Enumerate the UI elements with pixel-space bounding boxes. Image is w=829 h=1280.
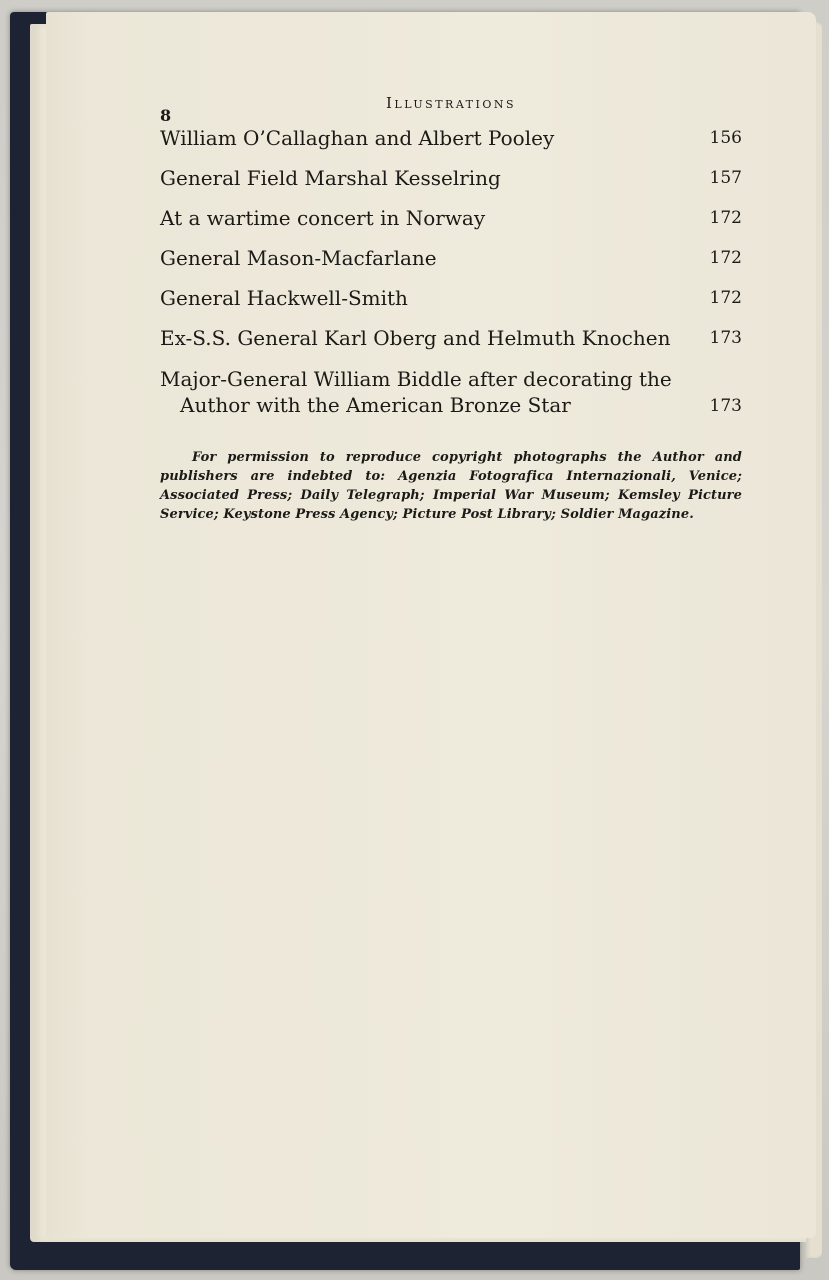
entry-title: General Mason-Macfarlane (160, 246, 437, 270)
list-item (160, 326, 742, 350)
page-content (160, 90, 742, 537)
entry-page: 157 (709, 168, 742, 188)
entry-title: William O’Callaghan and Albert Pooley (160, 126, 555, 150)
entry-page: 173 (709, 396, 742, 416)
entry-title: General Hackwell-Smith (160, 286, 408, 310)
entry-page: 172 (709, 208, 742, 228)
list-item (160, 246, 742, 270)
entry-page: 172 (709, 248, 742, 268)
list-item (160, 286, 742, 310)
entry-title-line-2: Author with the American Bronze Star (180, 393, 571, 417)
list-item (160, 126, 742, 150)
page-header (160, 90, 742, 125)
page-number: 8 (160, 106, 172, 125)
list-item (160, 366, 742, 418)
entry-title: Ex-S.S. General Karl Oberg and Helmuth Knochen (160, 326, 671, 350)
list-item (160, 206, 742, 230)
running-head: Illustrations (385, 94, 517, 112)
illustrations-list (160, 126, 742, 418)
list-item (160, 166, 742, 190)
entry-page: 156 (709, 128, 742, 148)
entry-page: 173 (709, 328, 742, 348)
photo-credits: For permission to reproduce copyright photographs the Author and publishers are indebted to: Agenzia Fotografica Internazionali, Venice; Associated Press; Daily Telegraph; Imperial War Museum; Kemsley Picture Service; Keystone Press Agency; Picture Post Library; Soldier Magazine. (160, 450, 742, 522)
entry-title (160, 366, 706, 418)
entry-title-line-1: Major-General William Biddle after decorating the (160, 367, 672, 391)
entry-title: At a wartime concert in Norway (160, 206, 486, 230)
entry-page: 172 (709, 288, 742, 308)
entry-title: General Field Marshal Kesselring (160, 166, 501, 190)
